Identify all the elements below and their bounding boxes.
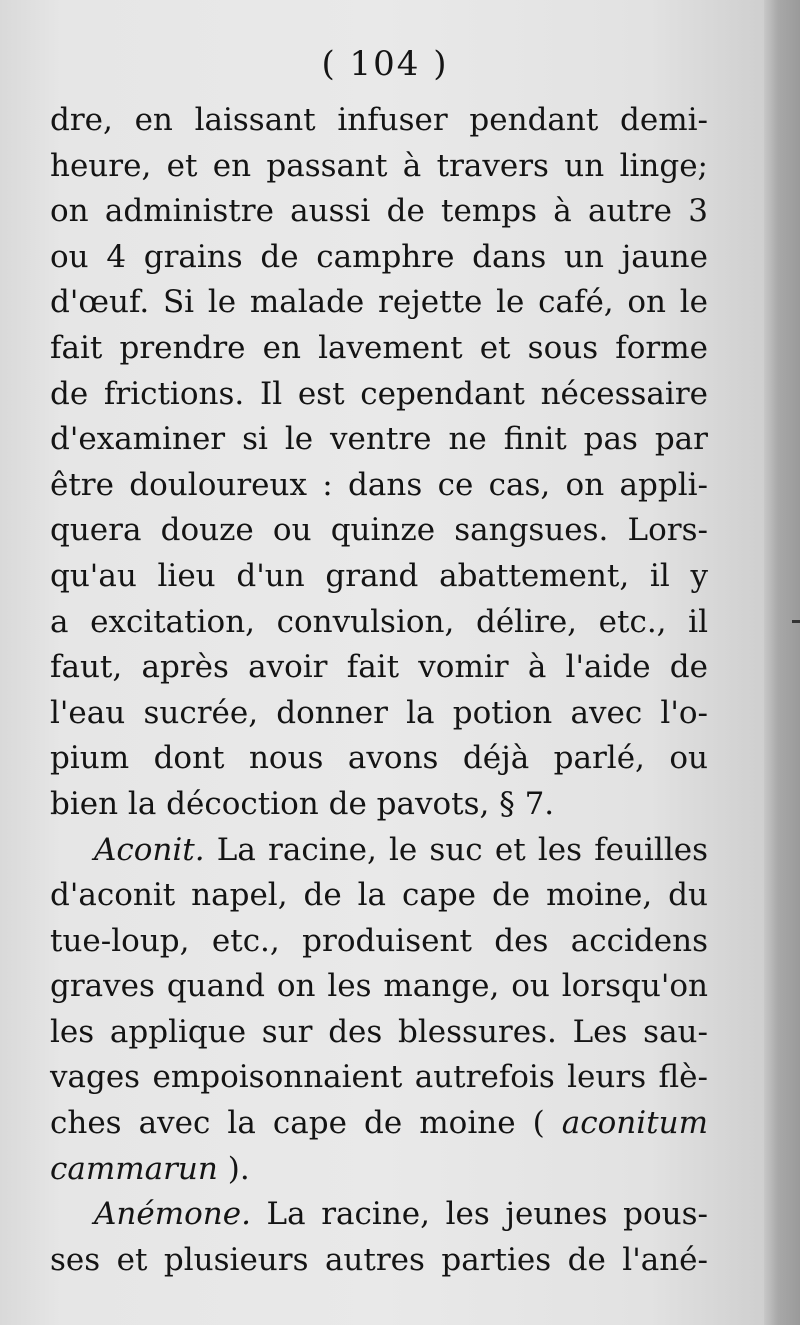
aconit-end-line	[50, 1147, 708, 1193]
text-line: d'aconit napel, de la cape de moine, du	[50, 877, 708, 914]
text-line: dre, en laissant infuser pendant demi-	[50, 102, 708, 138]
page-edge-mark	[792, 620, 800, 623]
aconit-latin-name: aconitum	[561, 1105, 708, 1142]
text-line: quera douze ou quinze sangsues. Lors-	[50, 512, 708, 549]
text-line: fait prendre en lavement et sous forme	[50, 329, 708, 366]
page-edge-shadow	[764, 0, 800, 1325]
text-line: heure, et en passant à travers un linge;	[50, 147, 708, 184]
text-line: tue-loup, etc., produisent des accidens	[50, 922, 708, 959]
text-line: graves quand on les mange, ou lorsqu'on	[50, 968, 708, 1005]
text-line: ou 4 grains de camphre dans un jaune	[50, 238, 708, 275]
text-line: d'examiner si le ventre ne finit pas par	[50, 421, 708, 458]
anemone-term: Anémone.	[94, 1196, 251, 1233]
aconit-latin-line	[50, 1101, 708, 1147]
text-line: bien la décoction de pavots, § 7.	[50, 785, 555, 822]
text-line: d'œuf. Si le malade rejette le café, on le	[50, 284, 708, 321]
text-line: faut, après avoir fait vomir à l'aide de	[50, 649, 708, 686]
aconit-term: Aconit.	[94, 831, 205, 868]
aconit-first-line: La racine, le suc et les feuilles	[204, 831, 708, 868]
aconit-latin-name-2: cammarun	[50, 1150, 218, 1187]
body-text	[50, 98, 708, 1283]
text-line: ses et plusieurs autres parties de l'ané-	[50, 1241, 708, 1278]
text-line: a excitation, convulsion, délire, etc., il	[50, 603, 708, 640]
text-line: de frictions. Il est cependant nécessaire	[50, 375, 708, 412]
anemone-heading-line	[50, 1192, 708, 1238]
page-number: ( 104 )	[321, 44, 449, 84]
anemone-first-line: La racine, les jeunes pous-	[250, 1196, 708, 1233]
text-line: l'eau sucrée, donner la potion avec l'o-	[50, 694, 708, 731]
text-line: on administre aussi de temps à autre 3	[50, 193, 708, 230]
aconit-pre-italic: ches avec la cape de moine (	[50, 1105, 562, 1142]
text-line: vages empoisonnaient autrefois leurs flè-	[50, 1059, 708, 1096]
aconit-heading-line	[50, 828, 708, 874]
text-line: être douloureux : dans ce cas, on appli-	[50, 466, 708, 503]
text-line: les applique sur des blessures. Les sau-	[50, 1013, 708, 1050]
text-line: pium dont nous avons déjà parlé, ou	[50, 740, 708, 777]
aconit-end: ).	[217, 1150, 250, 1187]
text-line: qu'au lieu d'un grand abattement, il y	[50, 557, 708, 594]
